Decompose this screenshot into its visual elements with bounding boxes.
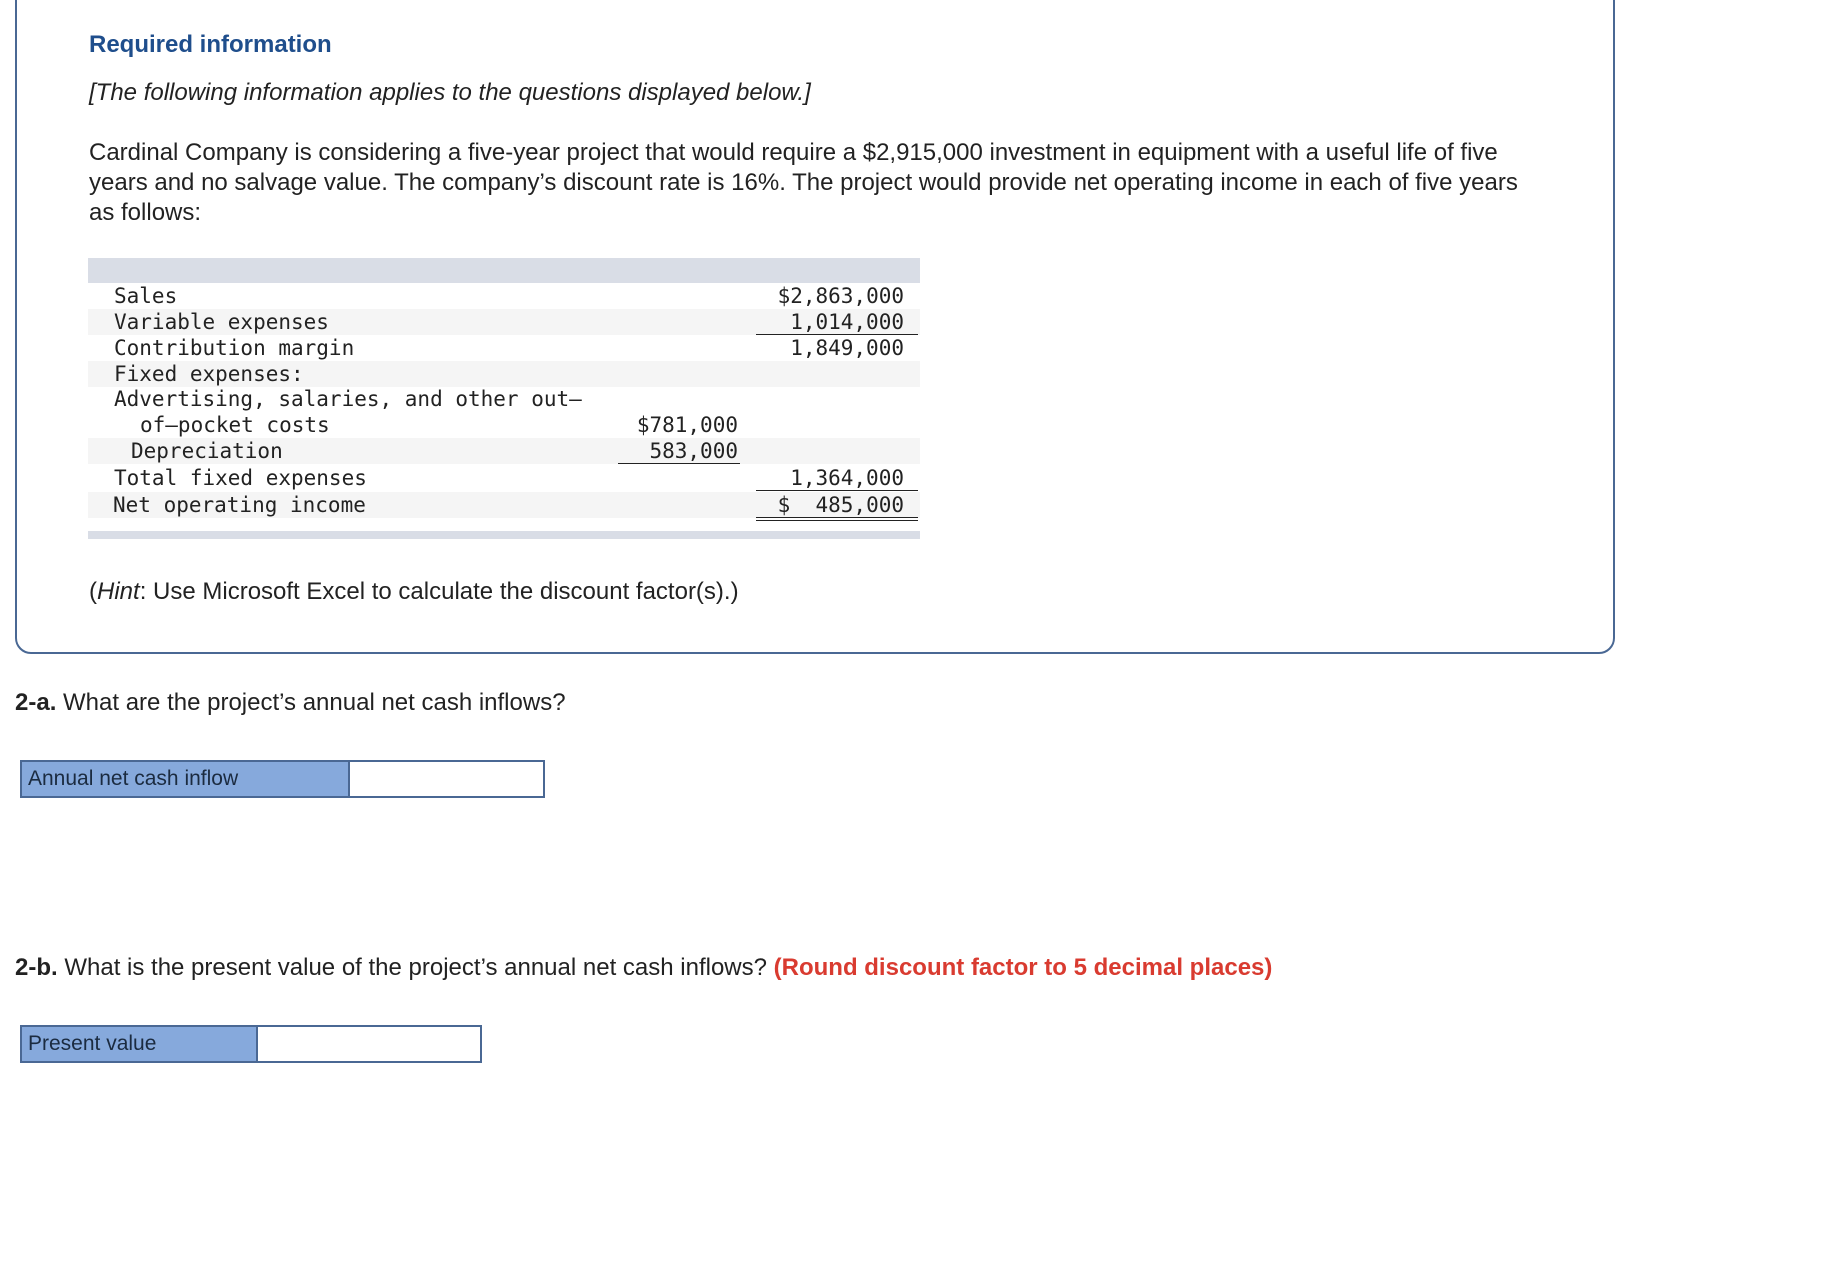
total-fixed-expenses-value: 1,364,000 xyxy=(790,466,904,490)
annual-net-cash-inflow-input[interactable] xyxy=(350,762,543,796)
depreciation-label: Depreciation xyxy=(131,439,283,463)
total-fixed-expenses-label: Total fixed expenses xyxy=(114,466,367,490)
problem-intro: Cardinal Company is considering a five-year project that would require a $2,915,000 investment in equipment with a useful life of five years and no salvage value. The company’s discount rate is 16%. The project would provide net operating income in each of five years as follows: xyxy=(89,139,1518,226)
table-header-bar xyxy=(88,258,920,283)
income-statement-table xyxy=(88,258,920,540)
question-2a-text: What are the project’s annual net cash inflows? xyxy=(56,689,566,716)
advertising-value: $781,000 xyxy=(636,413,738,437)
table-row-sales xyxy=(88,283,920,309)
hint-word: Hint xyxy=(97,578,140,605)
double-underline-noi-2 xyxy=(756,520,918,521)
answer-cell-2b xyxy=(258,1027,480,1061)
double-underline-noi-1 xyxy=(756,517,918,518)
question-2a-number: 2-a. xyxy=(15,689,57,716)
underline-depreciation xyxy=(618,463,740,464)
present-value-input[interactable] xyxy=(258,1027,480,1061)
rounding-instruction: (Round discount factor to 5 decimal places) xyxy=(773,954,1273,981)
fixed-expenses-label: Fixed expenses: xyxy=(114,362,304,386)
answer-row-2b xyxy=(20,1025,482,1063)
question-2b xyxy=(15,954,1272,982)
contribution-margin-label: Contribution margin xyxy=(114,336,355,360)
depreciation-value: 583,000 xyxy=(649,439,738,463)
table-row-advertising-cont xyxy=(88,412,920,438)
table-row-contribution-margin xyxy=(88,335,920,361)
table-row-variable-expenses xyxy=(88,309,920,335)
sales-value: $2,863,000 xyxy=(777,284,904,308)
table-row-advertising xyxy=(88,386,920,412)
table-row-total-fixed xyxy=(88,465,920,491)
question-2b-number: 2-b. xyxy=(15,954,58,981)
table-row-net-operating-income xyxy=(88,492,920,518)
answer-row-2a xyxy=(20,760,545,798)
table-footer-bar xyxy=(88,531,920,539)
contribution-margin-value: 1,849,000 xyxy=(790,336,904,360)
net-operating-income-value: $ 485,000 xyxy=(777,493,904,517)
answer-cell-2a xyxy=(350,762,543,796)
sales-label: Sales xyxy=(114,284,178,308)
table-row-depreciation xyxy=(88,438,920,464)
present-value-label: Present value xyxy=(22,1027,258,1061)
required-information-title: Required information xyxy=(89,31,332,58)
excel-hint: (Hint: Use Microsoft Excel to calculate the discount factor(s).) xyxy=(89,578,739,605)
variable-expenses-label: Variable expenses xyxy=(114,310,329,334)
net-operating-income-label: Net operating income xyxy=(113,493,366,517)
advertising-label-line1: Advertising, salaries, and other out– xyxy=(114,387,582,411)
applies-note: [The following information applies to the questions displayed below.] xyxy=(89,79,811,106)
underline-total-fixed xyxy=(756,490,918,491)
annual-net-cash-inflow-label: Annual net cash inflow xyxy=(22,762,350,796)
advertising-label-line2: of–pocket costs xyxy=(140,413,330,437)
table-row-fixed-expenses xyxy=(88,361,920,387)
question-2a xyxy=(15,689,566,717)
question-2b-text: What is the present value of the project’s annual net cash inflows? xyxy=(57,954,774,981)
variable-expenses-value: 1,014,000 xyxy=(790,310,904,334)
